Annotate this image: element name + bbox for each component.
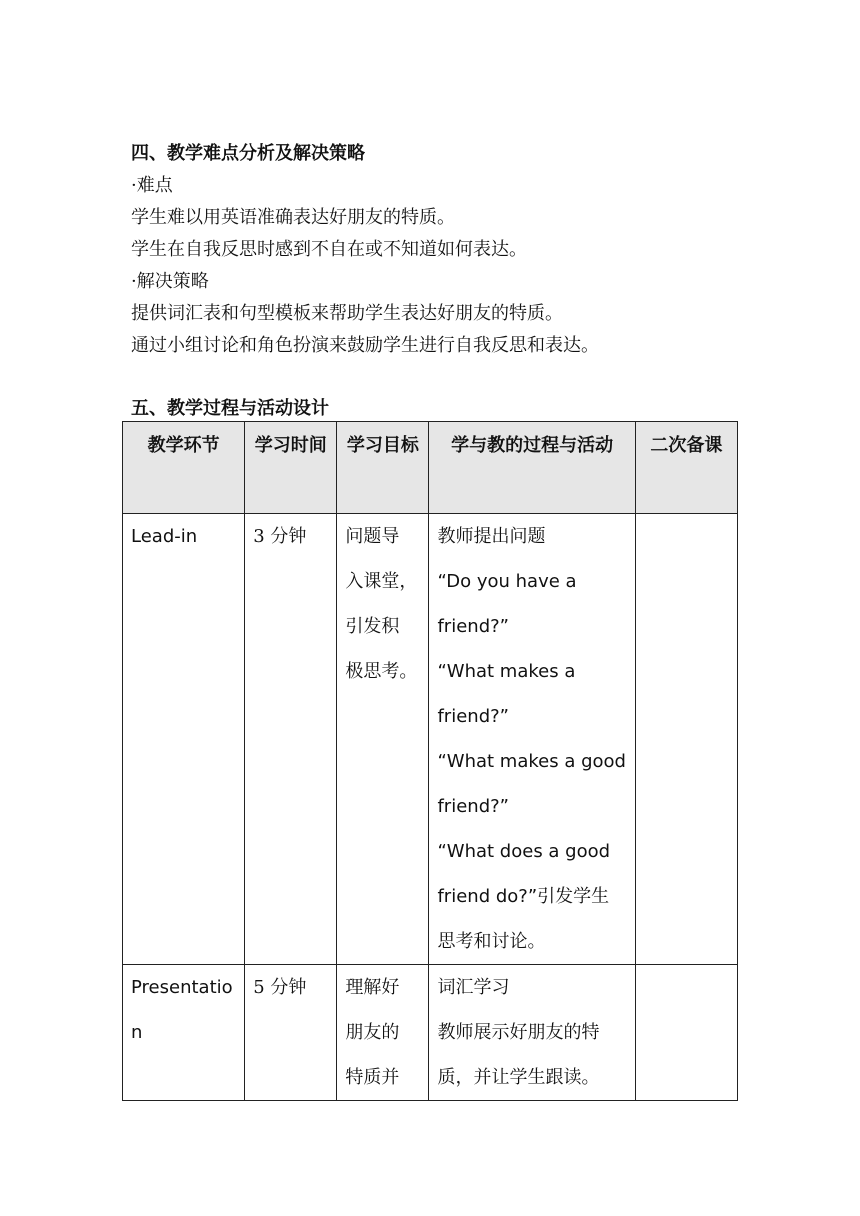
goal-line: 特质并 [345,1067,400,1088]
table-row [123,965,738,1101]
column-header-notes: 二次备课 [635,422,737,514]
activity-line: friend?” [437,796,509,817]
column-header-stage: 教学环节 [123,422,245,514]
table-row [123,514,738,965]
activity-line: friend do?”引发学生 [437,886,610,907]
section5-title: 五、教学过程与活动设计 [131,398,329,419]
activity-cell [429,965,635,1101]
column-header-goal: 学习目标 [337,422,429,514]
activity-line: “What makes a good [437,751,626,772]
activity-cell [429,514,635,965]
teaching-process-table [122,421,738,1101]
goal-line: 朋友的 [345,1022,400,1043]
goal-line: 引发积 [345,616,400,637]
activity-line: 教师展示好朋友的特 [437,1022,600,1043]
section4-title: 四、教学难点分析及解决策略 [131,143,365,164]
goal-line: 极思考。 [345,661,418,682]
goal-line: 入课堂， [345,571,418,592]
activity-line: “What does a good [437,841,611,862]
column-header-activity: 学与教的过程与活动 [429,422,635,514]
goal-line: 理解好 [345,977,400,998]
activity-line: “Do you have a [437,571,577,592]
activity-line: “What makes a [437,661,576,682]
time-cell: 5 分钟 [245,965,337,1101]
activity-line: 教师提出问题 [437,526,546,547]
notes-cell [635,514,737,965]
difficulty-item: 学生在自我反思时感到不自在或不知道如何表达。 [131,239,527,260]
activity-line: 词汇学习 [437,977,510,998]
goal-cell [337,965,429,1101]
stage-cell [123,965,245,1101]
strategy-item: 提供词汇表和句型模板来帮助学生表达好朋友的特质。 [131,303,563,324]
activity-line: friend?” [437,616,509,637]
table-header-row [123,422,738,514]
goal-cell [337,514,429,965]
difficulty-item: 学生难以用英语准确表达好朋友的特质。 [131,207,455,228]
stage-text: Presentation [131,977,233,1043]
notes-cell [635,965,737,1101]
difficulty-label: ·难点 [131,175,173,196]
goal-line: 问题导 [345,526,400,547]
column-header-time: 学习时间 [245,422,337,514]
activity-line: 质，并让学生跟读。 [437,1067,600,1088]
strategy-item: 通过小组讨论和角色扮演来鼓励学生进行自我反思和表达。 [131,335,599,356]
activity-line: friend?” [437,706,509,727]
strategy-label: ·解决策略 [131,271,209,292]
stage-cell: Lead-in [123,514,245,965]
activity-line: 思考和讨论。 [437,931,546,952]
time-cell: 3 分钟 [245,514,337,965]
